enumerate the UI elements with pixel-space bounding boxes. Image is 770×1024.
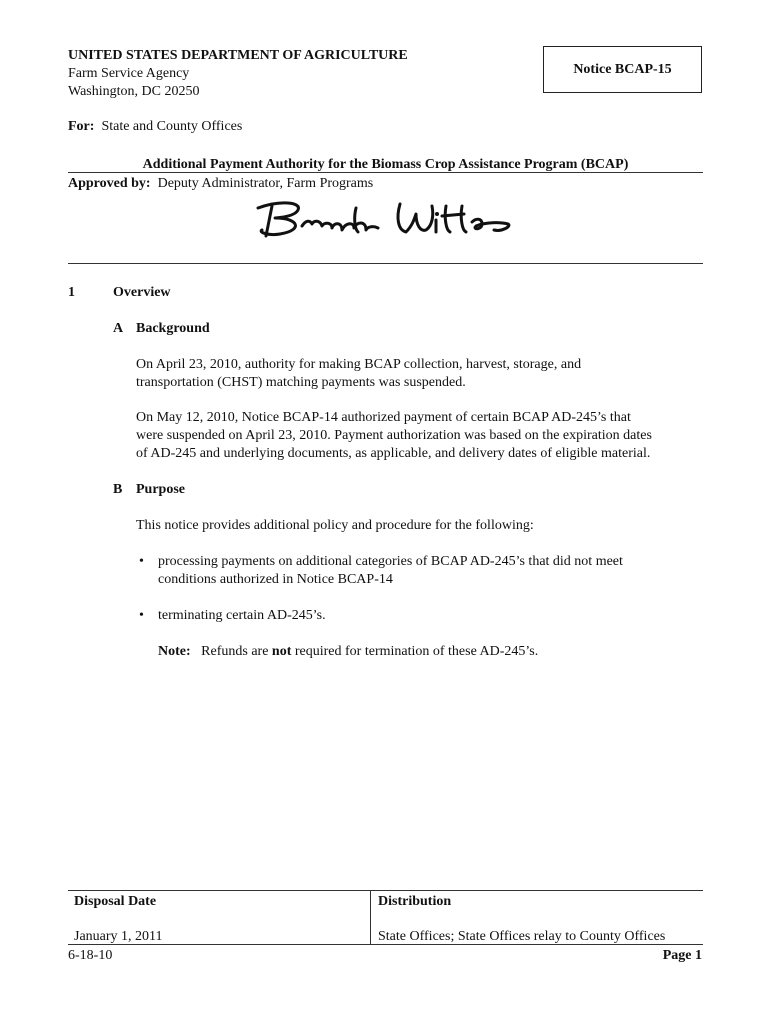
notice-id-box: Notice BCAP-15 bbox=[543, 46, 702, 93]
purpose-intro bbox=[136, 517, 711, 535]
note-line bbox=[158, 643, 538, 661]
handwritten-signature bbox=[250, 196, 520, 246]
section-number: 1 bbox=[68, 285, 75, 300]
disposal-date-value: January 1, 2011 bbox=[74, 929, 163, 944]
agency-address: Washington, DC 20250 bbox=[68, 84, 200, 99]
disposal-distribution-table bbox=[68, 890, 703, 945]
approval-rule bbox=[68, 263, 703, 264]
subsection-a-title: Background bbox=[136, 321, 210, 336]
for-label: For: bbox=[68, 119, 95, 134]
table-bottom-rule bbox=[68, 944, 703, 945]
paragraph-line: On April 23, 2010, authority for making BCAP collection, harvest, storage, and bbox=[136, 357, 582, 372]
title-rule bbox=[68, 172, 703, 173]
bullet-item-1 bbox=[158, 553, 708, 589]
paragraph-line: transportation (CHST) matching payments was suspended. bbox=[136, 375, 466, 390]
section-title: Overview bbox=[113, 285, 171, 300]
bullet-line: processing payments on additional categories of BCAP AD-245’s that did not meet bbox=[158, 554, 623, 569]
paragraph-line: On May 12, 2010, Notice BCAP-14 authorized payment of certain BCAP AD-245’s that bbox=[136, 410, 631, 425]
for-line bbox=[68, 118, 242, 136]
page-number: Page 1 bbox=[662, 948, 702, 963]
note-text-before: Refunds are bbox=[201, 644, 269, 659]
document-title: Additional Payment Authority for the Biomass Crop Assistance Program (BCAP) bbox=[142, 157, 629, 172]
paragraph-line: of AD-245 and underlying documents, as applicable, and delivery dates of eligible material. bbox=[136, 446, 651, 461]
approval-line bbox=[68, 175, 373, 193]
subsection-b-letter: B bbox=[113, 482, 123, 497]
bullet-icon: • bbox=[139, 554, 144, 569]
footer-date: 6-18-10 bbox=[68, 948, 113, 963]
approved-by-label: Approved by: bbox=[68, 176, 151, 191]
table-divider bbox=[370, 890, 371, 945]
note-label: Note: bbox=[158, 644, 191, 659]
bullet-icon: • bbox=[139, 608, 144, 623]
note-emphasis: not bbox=[271, 644, 292, 659]
background-paragraph-2 bbox=[136, 409, 711, 463]
disposal-date-label: Disposal Date bbox=[74, 894, 157, 909]
bullet-line: terminating certain AD-245’s. bbox=[158, 608, 326, 623]
for-value: State and County Offices bbox=[101, 119, 243, 134]
department-name: UNITED STATES DEPARTMENT OF AGRICULTURE bbox=[68, 48, 408, 63]
distribution-label: Distribution bbox=[378, 894, 452, 909]
paragraph-line: This notice provides additional policy and procedure for the following: bbox=[136, 518, 534, 533]
subsection-a-letter: A bbox=[113, 321, 124, 336]
note-text-after: required for termination of these AD-245’s. bbox=[294, 644, 539, 659]
agency-name: Farm Service Agency bbox=[68, 66, 190, 81]
distribution-value: State Offices; State Offices relay to County Offices bbox=[378, 929, 666, 944]
subsection-b-title: Purpose bbox=[136, 482, 185, 497]
bullet-line: conditions authorized in Notice BCAP-14 bbox=[158, 572, 393, 587]
bullet-item-2 bbox=[158, 607, 708, 625]
paragraph-line: were suspended on April 23, 2010. Payment authorization was based on the expiration dates bbox=[136, 428, 652, 443]
approver-title: Deputy Administrator, Farm Programs bbox=[157, 176, 374, 191]
background-paragraph-1 bbox=[136, 356, 711, 392]
table-top-rule bbox=[68, 890, 703, 891]
agency-header bbox=[68, 47, 408, 101]
